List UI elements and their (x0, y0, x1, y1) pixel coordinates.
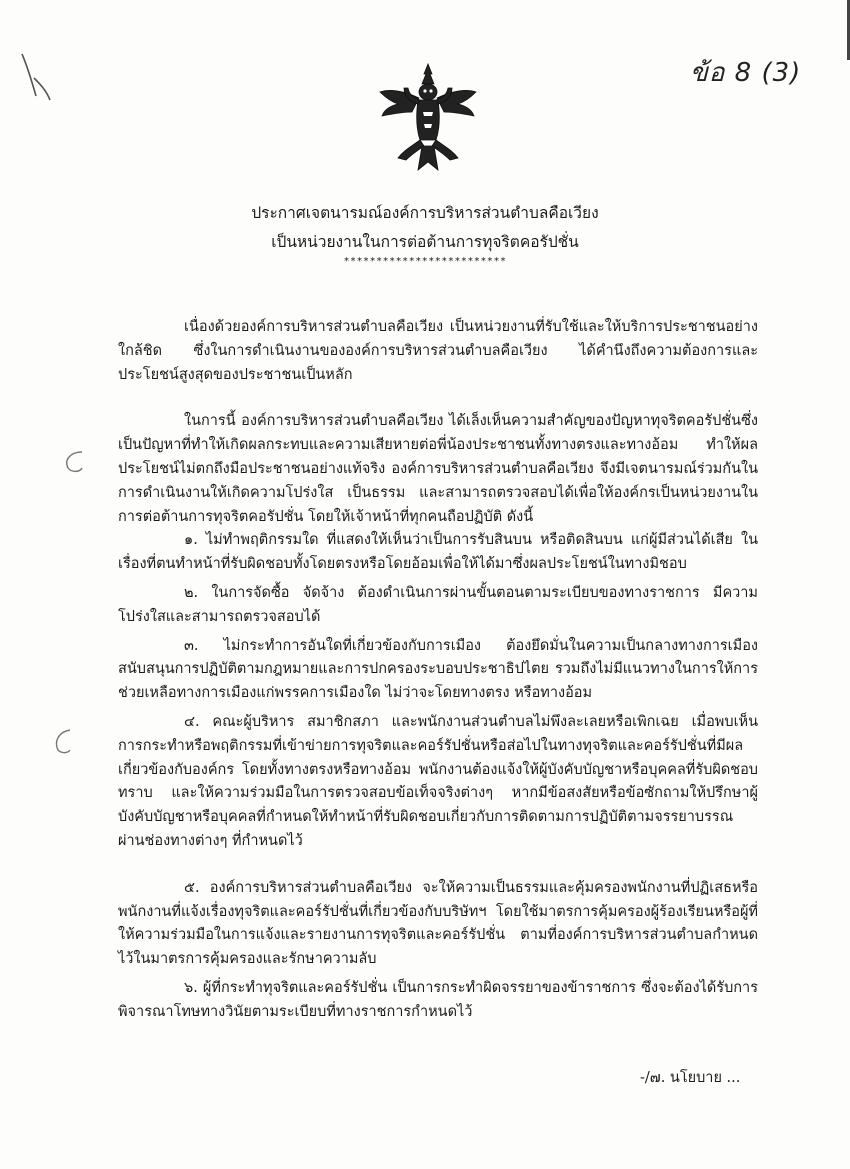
paragraph-item-4: ๔. คณะผู้บริหาร สมาชิกสภา และพนักงานส่วนตำบลไม่พึงละเลยหรือเพิกเฉย เมื่อพบเห็นการกระทำหรือพฤติกรรมที่เข้าข่ายการทุจริตและคอร์รัปชั่นหรือส่อไปในทางทุจริตและคอร์รัปชั่นที่มีผลเกี่ยวข้องกับองค์กร โดยทั้งทางตรงหรือทางอ้อม พนักงานต้องแจ้งให้ผู้บังคับบัญชาหรือบุคคลที่รับผิดชอบทราบ และให้ความร่วมมือในการตรวจสอบข้อเท็จจริงต่างๆ หากมีข้อสงสัยหรือข้อซักถามให้ปรึกษาผู้บังคับบัญชาหรือบุคคลที่กำหนดให้ทำหน้าที่รับผิดชอบเกี่ยวกับการติดตามการปฏิบัติตามจรรยาบรรณ ผ่านช่องทางต่างๆ ที่กำหนดไว้ (118, 713, 758, 849)
paragraph-item-3: ๓. ไม่กระทำการอันใดที่เกี่ยวข้องกับการเมือง ต้องยึดมั่นในความเป็นกลางทางการเมืองสนับสนุนการปฏิบัติตามกฎหมายและการปกครองระบอบประชาธิปไตย รวมถึงไม่มีแนวทางในการให้การช่วยเหลือทางการเมืองแก่พรรคการเมืองใด ไม่ว่าจะโดยทางตรง หรือทางอ้อม (118, 637, 758, 702)
paragraph-item-6: ๖. ผู้ที่กระทำทุจริตและคอร์รัปชั่น เป็นการกระทำผิดจรรยาของข้าราชการ ซึ่งจะต้องได้รับการพิจารณาโทษทางวินัยตามระเบียบที่ทางราชการกำหนดไว้ (118, 979, 758, 1020)
announcement-body (118, 316, 758, 1025)
page-continuation: -/๗. นโยบาย ... (640, 1070, 741, 1086)
paragraph-item-5: ๕. องค์การบริหารส่วนตำบลคือเวียง จะให้ความเป็นธรรมและคุ้มครองพนักงานที่ปฏิเสธหรือพนักงานที่แจ้งเรื่องทุจริตและคอร์รัปชั่นที่เกี่ยวข้องกับบริษัทฯ โดยใช้มาตรการคุ้มครองผู้ร้องเรียนหรือผู้ที่ให้ความร่วมมือในการแจ้งและรายงานการทุจริตและคอร์รัปชั่น ตามที่องค์การบริหารส่วนตำบลกำหนดไว้ในมาตรการคุ้มครองและรักษาความลับ (118, 879, 758, 968)
announcement-title-line-1: ประกาศเจตนารมณ์องค์การบริหารส่วนตำบลคือเวียง (251, 204, 599, 222)
paragraph-intent: ในการนี้ องค์การบริหารส่วนตำบลคือเวียง ได้เล็งเห็นความสำคัญของปัญหาทุจริตคอรัปชั่นซึ่งเป็นปัญหาที่ทำให้เกิดผลกระทบและความเสียหายต่อพี่น้องประชาชนทั้งทางตรงและทางอ้อม ทำให้ผลประโยชน์ไม่ตกถึงมือประชาชนอย่างแท้จริง องค์การบริหารส่วนตำบลคือเวียง จึงมีเจตนารมณ์ร่วมกันในการดำเนินงานให้เกิดความโปร่งใส เป็นธรรม และสามารถตรวจสอบได้เพื่อให้องค์กรเป็นหน่วยงานในการต่อต้านการทุจริตคอรัปชั่น โดยให้เจ้าหน้าที่ทุกคนถือปฏิบัติ ดังนี้ (118, 413, 758, 525)
paragraph-item-1: ๑. ไม่ทำพฤติกรรมใด ที่แสดงให้เห็นว่าเป็นการรับสินบน หรือติดสินบน แก่ผู้มีส่วนได้เสีย ในเรื่องที่ตนทำหน้าที่รับผิดชอบทั้งโดยตรงหรือโดยอ้อมเพื่อให้ได้มาซึ่งผลประโยชน์ในทางมิชอบ (118, 532, 758, 573)
paragraph-item-2: ๒. ในการจัดซื้อ จัดจ้าง ต้องดำเนินการผ่านขั้นตอนตามระเบียบของทางราชการ มีความโปร่งใสและสามารถตรวจสอบได้ (118, 584, 758, 625)
handwritten-note: ข้อ 8 (3) (690, 58, 802, 88)
announcement-title-line-2: เป็นหน่วยงานในการต่อต้านการทุจริตคอรัปชั่น (271, 233, 579, 251)
punch-hole-mark-icon-2 (46, 726, 76, 756)
garuda-emblem-icon (378, 62, 478, 174)
punch-hole-mark-icon (56, 446, 86, 476)
margin-scribble-icon (18, 48, 58, 108)
paragraph-intro: เนื่องด้วยองค์การบริหารส่วนตำบลคือเวียง เป็นหน่วยงานที่รับใช้และให้บริการประชาชนอย่างใกล้ชิด ซึ่งในการดำเนินงานขององค์การบริหารส่วนตำบลคือเวียง ได้คำนึงถึงความต้องการและประโยชน์สูงสุดของประชาชนเป็นหลัก (118, 319, 758, 383)
title-separator: ************************* (343, 256, 507, 267)
